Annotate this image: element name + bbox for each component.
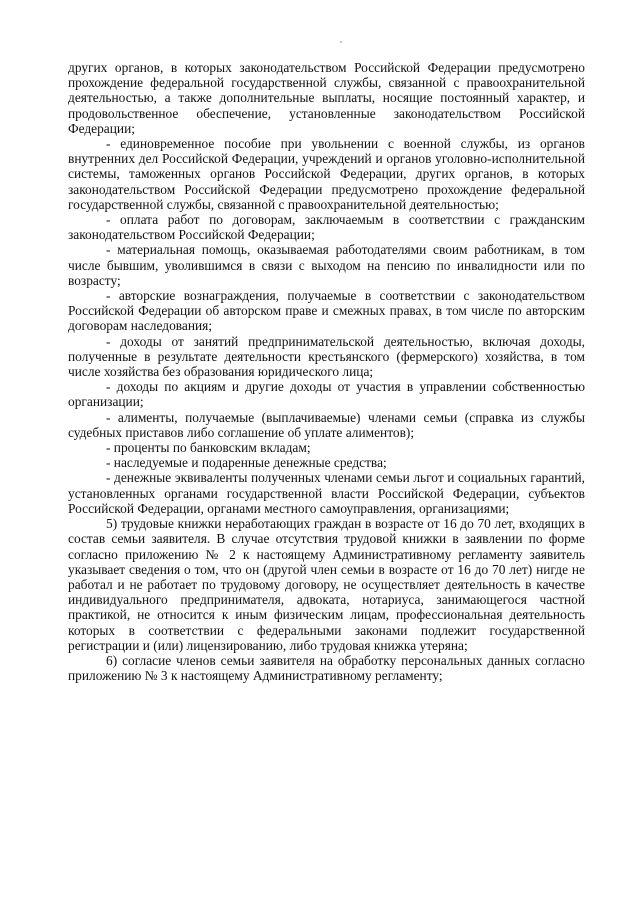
- scan-speck: [340, 41, 342, 43]
- paragraph-author-fees: - авторские вознаграждения, получаемые в соответствии с законодательством Российской Федерации об авторском праве и смежных правах, в том числе по авторским договорам наследования;: [68, 288, 585, 334]
- paragraph-discharge-allowance: - единовременное пособие при увольнении с военной службы, из органов внутренних дел Российской Федерации, учреждений и органов уголовно-исполнительной системы, таможенных органов Российской Федерации, других органов, в которых законодательством Российской Федерации предусмотрено прохождение федеральной государственной службы, связанной с правоохранительной деятельностью;: [68, 136, 585, 212]
- paragraph-item-5-work-books: 5) трудовые книжки неработающих граждан в возрасте от 16 до 70 лет, входящих в состав семьи заявителя. В случае отсутствия трудовой книжки в заявлении по форме согласно приложению № 2 к настоящему Административному регламенту заявитель указывает сведения о том, что он (другой член семьи в возрасте от 16 до 70 лет) нигде не работал и не работает по трудовому договору, не осуществляет деятельность в качестве индивидуального предпринимателя, адвоката, нотариуса, занимающегося частной практикой, не относится к иным физическим лицам, профессиональная деятельность которых в соответствии с федеральными законами подлежит государственной регистрации и (или) лицензированию, либо трудовая книжка утеряна;: [68, 516, 585, 653]
- paragraph-share-income: - доходы по акциям и другие доходы от участия в управлении собственностью организации;: [68, 379, 585, 410]
- paragraph-item-6-consent: 6) согласие членов семьи заявителя на обработку персональных данных согласно приложению № 3 к настоящему Административному регламенту;: [68, 652, 585, 684]
- document-page: [68, 60, 585, 683]
- paragraph-civil-contracts: - оплата работ по договорам, заключаемым в соответствии с гражданским законодательством Российской Федерации;: [68, 212, 585, 243]
- paragraph-benefit-equivalents: - денежные эквиваленты полученных членами семьи льгот и социальных гарантий, установленных органами государственной власти Российской Федерации, субъектов Российской Федерации, органами местного самоуправления, организациями;: [68, 470, 585, 516]
- paragraph-material-aid: - материальная помощь, оказываемая работодателями своим работникам, в том числе бывшим, уволившимся в связи с выходом на пенсию по инвалидности или по возрасту;: [68, 242, 585, 288]
- paragraph-income-continuation: других органов, в которых законодательством Российской Федерации предусмотрено прохождение федеральной государственной службы, связанной с правоохранительной деятельностью, а также дополнительные выплаты, носящие постоянный характер, и продовольственное обеспечение, установленные законодательством Российской Федерации;: [68, 60, 585, 136]
- paragraph-alimony: - алименты, получаемые (выплачиваемые) членами семьи (справка из службы судебных приставов либо соглашение об уплате алиментов);: [68, 409, 585, 440]
- paragraph-business-income: - доходы от занятий предпринимательской деятельностью, включая доходы, полученные в результате деятельности крестьянского (фермерского) хозяйства, в том числе хозяйства без образования юридического лица;: [68, 333, 585, 380]
- paragraph-bank-interest: - проценты по банковским вкладам;: [106, 440, 311, 456]
- paragraph-inherited-funds: - наследуемые и подаренные денежные средства;: [106, 455, 387, 471]
